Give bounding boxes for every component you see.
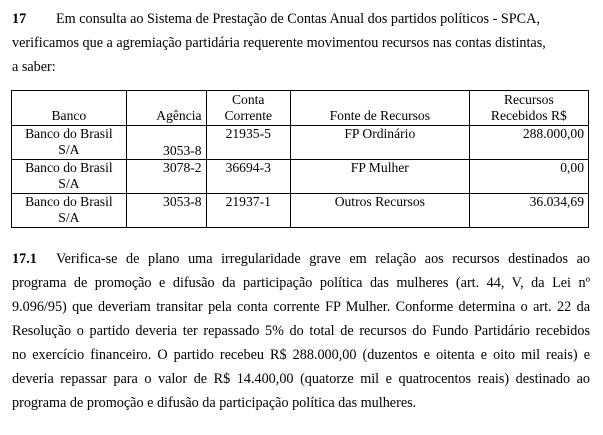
cell-banco <box>12 126 127 160</box>
header-conta-line2: Corrente <box>224 108 273 123</box>
bank-suffix: S/A <box>58 210 80 225</box>
table-header-row <box>12 91 589 126</box>
agencia-value: 3078-2 <box>163 160 202 175</box>
bank-suffix: S/A <box>58 176 80 191</box>
header-recursos <box>469 91 588 126</box>
paragraph-line: programa de promoção e difusão da participação política das mulheres. <box>12 395 417 411</box>
table-row <box>12 160 589 194</box>
agencia-value: 3053-8 <box>163 194 202 209</box>
paragraph-item-17 <box>12 7 590 79</box>
cell-agencia <box>126 194 206 228</box>
cell-valor: 36.034,69 <box>469 194 588 228</box>
cell-banco <box>12 194 127 228</box>
cell-conta: 21935-5 <box>206 126 290 160</box>
bank-name: Banco do Brasil <box>25 194 113 209</box>
paragraph-line: deveria repassar para o valor de R$ 14.400,00 (quatorze mil e quatrocentos reais) destinado ao <box>12 371 590 387</box>
cell-banco <box>12 160 127 194</box>
cell-valor: 0,00 <box>469 160 588 194</box>
paragraph-line: Verifica-se de plano uma irregularidade grave em relação aos recursos destinados ao <box>56 251 590 267</box>
paragraph-line: Resolução o partido deveria ter repassado 5% do total de recursos do Fundo Partidário recebidos <box>12 323 590 339</box>
paragraph-line: programa de promoção e difusão da participação política das mulheres (art. 44, V, da Lei nº <box>12 275 590 291</box>
table-row <box>12 194 589 228</box>
header-conta-line1: Conta <box>231 92 265 107</box>
paragraph-line: 9.096/95) que deveriam transitar pela conta corrente FP Mulher. Conforme determina o art. 22 da <box>12 299 590 315</box>
agencia-value: 3053-8 <box>163 143 202 158</box>
item-number: 17.1 <box>12 251 37 267</box>
paragraph-line-first <box>12 247 590 271</box>
bank-name: Banco do Brasil <box>25 160 113 175</box>
paragraph-line: no exercício financeiro. O partido recebeu R$ 288.000,00 (duzentos e oitenta e oito mil reais) e <box>12 347 590 363</box>
header-conta-corrente <box>206 91 290 126</box>
cell-agencia <box>126 126 206 160</box>
accounts-table <box>11 90 589 228</box>
cell-fonte: FP Ordinário <box>290 126 469 160</box>
paragraph-line: a saber: <box>12 59 56 75</box>
table-row <box>12 126 589 160</box>
header-recursos-line2: Recebidos R$ <box>490 108 567 123</box>
bank-suffix: S/A <box>58 142 80 157</box>
cell-fonte: FP Mulher <box>290 160 469 194</box>
cell-valor: 288.000,00 <box>469 126 588 160</box>
cell-conta: 21937-1 <box>206 194 290 228</box>
bank-name: Banco do Brasil <box>25 126 113 141</box>
header-recursos-line1: Recursos <box>503 92 554 107</box>
paragraph-item-17-1 <box>12 247 590 415</box>
cell-agencia <box>126 160 206 194</box>
cell-fonte: Outros Recursos <box>290 194 469 228</box>
item-number: 17 <box>12 11 27 27</box>
header-banco: Banco <box>12 91 127 126</box>
paragraph-line: Em consulta ao Sistema de Prestação de Contas Anual dos partidos políticos - SPCA, <box>56 11 540 27</box>
cell-conta: 36694-3 <box>206 160 290 194</box>
header-agencia: Agência <box>126 91 206 126</box>
paragraph-line: verificamos que a agremiação partidária requerente movimentou recursos nas contas distintas, <box>12 35 546 51</box>
header-fonte: Fonte de Recursos <box>290 91 469 126</box>
